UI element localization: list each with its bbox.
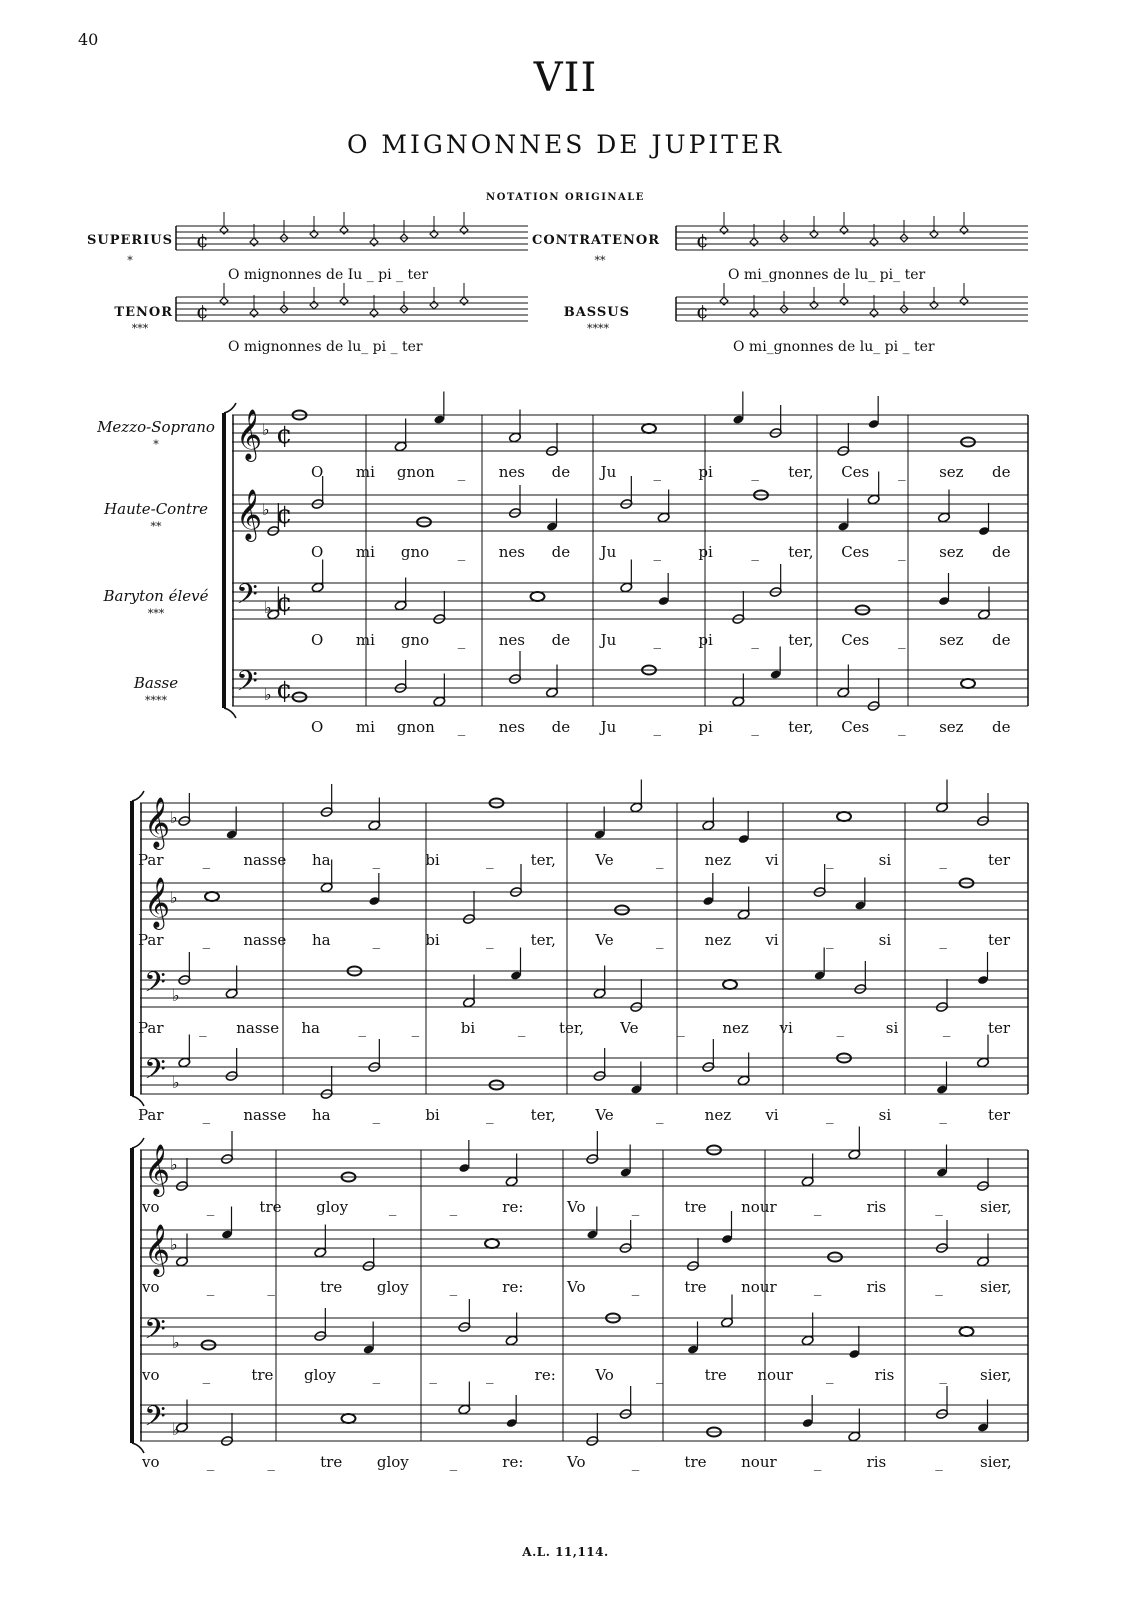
lyric-syllable: _	[372, 931, 381, 949]
key-signature-flat: ♭	[264, 598, 272, 617]
breve-note	[460, 226, 468, 234]
lyric-syllable: si	[878, 851, 892, 869]
breve-note	[220, 226, 228, 234]
lyric-syllable: _	[202, 1106, 211, 1124]
lyric-syllable: ris	[866, 1453, 887, 1471]
lyric-syllable: ter,	[530, 851, 556, 869]
lyric-syllable: _	[836, 1019, 845, 1037]
lyric-syllable: gloy	[376, 1453, 409, 1471]
breve-note	[430, 230, 438, 238]
lyric-syllable: nour	[741, 1453, 777, 1471]
key-signature-flat: ♭	[170, 1155, 178, 1174]
lyric-syllable: _	[206, 1453, 215, 1471]
lyric-syllable: Par	[138, 1019, 164, 1037]
key-signature-flat: ♭	[172, 986, 180, 1005]
lyric-syllable: pi	[698, 631, 713, 649]
lyric-syllable: tre	[259, 1198, 282, 1216]
lyric-syllable: pi	[698, 543, 713, 561]
page-number: 40	[78, 30, 99, 49]
lyric-syllable: _	[826, 1366, 834, 1384]
lyric-syllable: _	[939, 1106, 947, 1124]
whole-note	[485, 1239, 499, 1248]
lyric-syllable: si	[878, 931, 892, 949]
lyric-syllable: ter	[988, 1019, 1011, 1037]
clef: 𝄢	[144, 1053, 166, 1093]
lyric-syllable: de	[992, 631, 1011, 649]
lyric-syllable: tre	[251, 1366, 274, 1384]
lyric-syllable: re:	[534, 1366, 556, 1384]
lyric-syllable: _	[486, 851, 494, 869]
lyric-syllable: mi	[355, 631, 375, 649]
lyric-syllable: _	[898, 463, 906, 481]
lyric-syllable: sier,	[980, 1278, 1012, 1296]
lyric-syllable: Par	[138, 851, 164, 869]
lyric-syllable: nour	[757, 1366, 793, 1384]
breve-note	[810, 230, 818, 238]
lyric-syllable: _	[372, 1366, 381, 1384]
lyric-syllable: _	[653, 463, 661, 481]
whole-note	[961, 679, 975, 688]
lyric-syllable: de	[551, 463, 571, 481]
original-voice-label: SUPERIUS	[86, 233, 173, 248]
lyric-syllable: sez	[939, 718, 964, 736]
breve-note	[930, 301, 938, 309]
lyric-syllable: _	[677, 1019, 685, 1037]
lyric-syllable: ha	[312, 931, 331, 949]
lyric-syllable: _	[751, 631, 759, 649]
key-signature-flat: ♭	[262, 420, 270, 439]
bracket-hook	[224, 708, 236, 718]
lyric-syllable: vo	[142, 1198, 160, 1216]
lyric-syllable: _	[813, 1198, 822, 1216]
original-lyric: O mignonnes de Iu _ pi _ ter	[228, 267, 429, 283]
whole-note	[531, 592, 545, 601]
piece-title: O MIGNONNES DE JUPITER	[346, 130, 785, 159]
lyric-syllable: tre	[320, 1453, 343, 1471]
voice-label-mezzo-soprano: Mezzo-Soprano	[97, 418, 215, 436]
lyric-syllable: re:	[502, 1198, 524, 1216]
lyric-syllable: _	[826, 931, 834, 949]
lyric-syllable: vi	[765, 931, 779, 949]
lyric-syllable: Ve	[595, 1106, 614, 1124]
lyric-syllable: vi	[765, 851, 779, 869]
lyric-syllable: ter	[988, 1106, 1011, 1124]
lyric-syllable: ha	[312, 1106, 331, 1124]
lyric-syllable: vo	[142, 1453, 160, 1471]
lyric-syllable: _	[656, 1366, 664, 1384]
time-signature: ¢	[276, 420, 293, 450]
lyric-syllable: Ve	[595, 931, 614, 949]
lyric-syllable: gno	[400, 631, 430, 649]
lyric-syllable: _	[449, 1278, 458, 1296]
lyric-syllable: bi	[460, 1019, 476, 1037]
lyric-syllable: nez	[704, 851, 732, 869]
whole-note	[205, 892, 219, 901]
lyric-syllable: _	[202, 1366, 211, 1384]
lyric-syllable: ter,	[530, 1106, 556, 1124]
lyric-syllable: re:	[502, 1278, 524, 1296]
lyric-syllable: Ju	[600, 718, 617, 736]
lyric-syllable: _	[388, 1198, 397, 1216]
lyric-syllable: sier,	[980, 1453, 1012, 1471]
lyric-syllable: _	[457, 631, 466, 649]
lyric-syllable: nour	[741, 1278, 777, 1296]
lyric-syllable: Par	[138, 1106, 164, 1124]
lyric-syllable: mi	[355, 463, 375, 481]
time-signature: ¢	[276, 675, 293, 705]
lyric-syllable: vi	[765, 1106, 779, 1124]
lyric-syllable: vi	[779, 1019, 793, 1037]
lyric-syllable: nes	[498, 543, 525, 561]
lyric-syllable: de	[551, 631, 571, 649]
lyric-syllable: _	[656, 851, 664, 869]
lyric-syllable: tre	[684, 1453, 707, 1471]
lyric-syllable: nez	[704, 931, 732, 949]
breve-note	[720, 297, 728, 305]
bracket-hook	[224, 403, 236, 413]
lyric-syllable: ris	[866, 1278, 887, 1296]
lyric-syllable: Ve	[620, 1019, 639, 1037]
original-lyric: O mi_gnonnes de lu_ pi _ ter	[733, 339, 935, 355]
lyric-syllable: _	[653, 718, 661, 736]
original-mensuration-sign: ¢	[696, 299, 709, 323]
lyric-syllable: _	[656, 931, 664, 949]
lyric-syllable: tre	[320, 1278, 343, 1296]
lyric-syllable: Ve	[595, 851, 614, 869]
lyric-syllable: _	[898, 631, 906, 649]
lyric-syllable: _	[826, 851, 834, 869]
lyric-syllable: nour	[741, 1198, 777, 1216]
lyric-syllable: ter,	[559, 1019, 585, 1037]
lyric-syllable: gnon	[396, 718, 435, 736]
voice-stars: ***	[147, 607, 165, 620]
lyric-syllable: _	[935, 1278, 943, 1296]
lyric-syllable: sez	[939, 631, 964, 649]
lyric-syllable: _	[457, 718, 466, 736]
breve-note	[370, 238, 378, 246]
lyric-syllable: Vo	[567, 1453, 586, 1471]
lyric-syllable: tre	[684, 1198, 707, 1216]
original-voice-label: TENOR	[114, 305, 173, 320]
original-mensuration-sign: ¢	[196, 228, 209, 252]
lyric-syllable: _	[631, 1453, 640, 1471]
voice-stars: ****	[145, 694, 167, 707]
breve-note	[340, 226, 348, 234]
original-mensuration-sign: ¢	[696, 228, 709, 252]
breve-note	[930, 230, 938, 238]
lyric-syllable: _	[449, 1198, 458, 1216]
lyric-syllable: Ces	[841, 543, 870, 561]
lyric-syllable: re:	[502, 1453, 524, 1471]
lyric-syllable: _	[935, 1198, 943, 1216]
breve-note	[250, 309, 258, 317]
lyric-syllable: _	[935, 1453, 943, 1471]
lyric-syllable: ter	[988, 931, 1011, 949]
breve-note	[750, 309, 758, 317]
lyric-syllable: ter,	[530, 931, 556, 949]
lyric-syllable: Ju	[600, 543, 617, 561]
piece-number: VII	[533, 55, 598, 101]
time-signature: ¢	[276, 500, 293, 530]
lyric-syllable: O	[311, 543, 324, 561]
lyric-syllable: _	[813, 1453, 822, 1471]
lyric-syllable: _	[517, 1019, 526, 1037]
footer-plate-number: A.L. 11,114.	[522, 1545, 609, 1559]
clef: 𝄞	[144, 1224, 171, 1275]
lyric-syllable: _	[631, 1278, 640, 1296]
lyric-syllable: _	[939, 851, 947, 869]
lyric-syllable: _	[486, 1366, 494, 1384]
clef: 𝄞	[144, 797, 171, 848]
lyric-syllable: vo	[142, 1366, 160, 1384]
lyric-syllable: de	[551, 718, 571, 736]
lyric-syllable: de	[992, 463, 1011, 481]
breve-note	[840, 297, 848, 305]
breve-note	[310, 301, 318, 309]
breve-note	[220, 297, 228, 305]
lyric-syllable: de	[992, 543, 1011, 561]
breve-note	[460, 297, 468, 305]
lyric-syllable: _	[898, 543, 906, 561]
voice-label-basse: Basse	[133, 674, 179, 692]
lyric-syllable: si	[885, 1019, 899, 1037]
key-signature-flat: ♭	[172, 1073, 180, 1092]
lyric-syllable: _	[939, 931, 947, 949]
lyric-syllable: _	[751, 543, 759, 561]
lyric-syllable: _	[751, 463, 759, 481]
lyric-syllable: Vo	[595, 1366, 614, 1384]
lyric-syllable: tre	[704, 1366, 727, 1384]
breve-note	[750, 238, 758, 246]
lyric-syllable: ris	[874, 1366, 895, 1384]
breve-note	[960, 297, 968, 305]
clef: 𝄢	[144, 1400, 166, 1440]
lyric-syllable: Ju	[600, 631, 617, 649]
clef: 𝄞	[236, 489, 263, 540]
lyric-syllable: _	[631, 1198, 640, 1216]
original-lyric: O mignonnes de lu_ pi _ ter	[228, 339, 423, 355]
lyric-syllable: _	[206, 1278, 215, 1296]
lyric-syllable: ter,	[788, 463, 814, 481]
lyric-syllable: _	[942, 1019, 951, 1037]
lyric-syllable: si	[878, 1106, 892, 1124]
lyric-syllable: bi	[425, 1106, 440, 1124]
lyric-syllable: _	[653, 543, 661, 561]
lyric-syllable: de	[992, 718, 1011, 736]
lyric-syllable: sez	[939, 543, 964, 561]
original-voice-stars: **	[594, 254, 606, 267]
lyric-syllable: nes	[498, 718, 525, 736]
lyric-syllable: ter	[988, 851, 1011, 869]
lyric-syllable: _	[202, 931, 211, 949]
lyric-syllable: gnon	[396, 463, 435, 481]
lyric-syllable: _	[457, 543, 466, 561]
lyric-syllable: _	[267, 1453, 275, 1471]
clef: 𝄞	[144, 1144, 171, 1195]
lyric-syllable: mi	[355, 718, 375, 736]
bracket-hook	[132, 1096, 144, 1106]
lyric-syllable: nez	[722, 1019, 749, 1037]
bracket-hook	[132, 791, 144, 801]
breve-note	[870, 309, 878, 317]
original-lyric: O mi_gnonnes de lu_ pi_ ter	[728, 267, 926, 283]
breve-note	[340, 297, 348, 305]
whole-note	[837, 812, 851, 821]
lyric-syllable: tre	[684, 1278, 707, 1296]
breve-note	[310, 230, 318, 238]
original-voice-stars: ****	[587, 322, 609, 335]
lyric-syllable: nes	[498, 631, 525, 649]
clef: 𝄢	[236, 665, 258, 705]
lyric-syllable: pi	[698, 718, 713, 736]
original-voice-stars: ***	[131, 322, 149, 335]
clef: 𝄢	[144, 966, 166, 1006]
breve-note	[370, 309, 378, 317]
lyric-syllable: sez	[939, 463, 964, 481]
key-signature-flat: ♭	[264, 685, 272, 704]
lyric-syllable: gloy	[316, 1198, 349, 1216]
bracket-hook	[132, 1443, 144, 1453]
lyric-syllable: _	[656, 1106, 664, 1124]
breve-note	[960, 226, 968, 234]
lyric-syllable: _	[898, 718, 906, 736]
key-signature-flat: ♭	[262, 500, 270, 519]
notation-heading: NOTATION ORIGINALE	[486, 192, 645, 203]
lyric-syllable: _	[486, 1106, 494, 1124]
breve-note	[250, 238, 258, 246]
lyric-syllable: ha	[301, 1019, 320, 1037]
lyric-syllable: nasse	[243, 1106, 287, 1124]
lyric-syllable: Ju	[600, 463, 617, 481]
key-signature-flat: ♭	[170, 1235, 178, 1254]
voice-label-baryton-eleve: Baryton élevé	[103, 587, 209, 605]
bracket-hook	[132, 1138, 144, 1148]
lyric-syllable: O	[311, 631, 324, 649]
breve-note	[720, 226, 728, 234]
lyric-syllable: sier,	[980, 1366, 1012, 1384]
key-signature-flat: ♭	[170, 808, 178, 827]
voice-stars: **	[150, 520, 162, 533]
key-signature-flat: ♭	[170, 888, 178, 907]
whole-note	[723, 980, 737, 989]
lyric-syllable: ter,	[788, 718, 814, 736]
lyric-syllable: ter,	[788, 543, 814, 561]
original-voice-stars: *	[127, 254, 133, 267]
lyric-syllable: ha	[312, 851, 331, 869]
lyric-syllable: _	[372, 1106, 381, 1124]
lyric-syllable: nasse	[243, 931, 287, 949]
lyric-syllable: nasse	[236, 1019, 280, 1037]
lyric-syllable: _	[457, 463, 466, 481]
clef: 𝄞	[144, 877, 171, 928]
lyric-syllable: _	[372, 851, 381, 869]
lyric-syllable: _	[939, 1366, 947, 1384]
lyric-syllable: gloy	[376, 1278, 409, 1296]
lyric-syllable: Ces	[841, 463, 870, 481]
lyric-syllable: _	[206, 1198, 215, 1216]
lyric-syllable: Vo	[567, 1198, 586, 1216]
lyric-syllable: O	[311, 463, 324, 481]
lyric-syllable: sier,	[980, 1198, 1012, 1216]
original-mensuration-sign: ¢	[196, 299, 209, 323]
lyric-syllable: ris	[866, 1198, 887, 1216]
lyric-syllable: nes	[498, 463, 525, 481]
lyric-syllable: _	[653, 631, 661, 649]
clef: 𝄢	[144, 1313, 166, 1353]
clef: 𝄞	[236, 409, 263, 460]
lyric-syllable: O	[311, 718, 324, 736]
clef: 𝄢	[236, 578, 258, 618]
lyric-syllable: nasse	[243, 851, 287, 869]
lyric-syllable: _	[267, 1278, 275, 1296]
lyric-syllable: _	[358, 1019, 366, 1037]
key-signature-flat: ♭	[172, 1333, 180, 1352]
original-voice-label: CONTRATENOR	[532, 233, 660, 248]
lyric-syllable: bi	[425, 851, 440, 869]
time-signature: ¢	[276, 588, 293, 618]
lyric-syllable: _	[826, 1106, 834, 1124]
lyric-syllable: bi	[425, 931, 440, 949]
breve-note	[840, 226, 848, 234]
lyric-syllable: de	[551, 543, 571, 561]
lyric-syllable: _	[751, 718, 759, 736]
lyric-syllable: pi	[698, 463, 713, 481]
lyric-syllable: _	[449, 1453, 458, 1471]
lyric-syllable: mi	[355, 543, 375, 561]
lyric-syllable: Ces	[841, 718, 870, 736]
voice-label-haute-contre: Haute-Contre	[104, 500, 208, 518]
lyric-syllable: Par	[138, 931, 164, 949]
breve-note	[430, 301, 438, 309]
lyric-syllable: gloy	[304, 1366, 336, 1384]
breve-note	[870, 238, 878, 246]
lyric-syllable: _	[486, 931, 494, 949]
lyric-syllable: vo	[142, 1278, 160, 1296]
lyric-syllable: nez	[704, 1106, 732, 1124]
lyric-syllable: gno	[400, 543, 430, 561]
whole-note	[642, 424, 656, 433]
lyric-syllable: _	[429, 1366, 437, 1384]
lyric-syllable: _	[813, 1278, 822, 1296]
whole-note	[342, 1414, 356, 1423]
voice-stars: *	[153, 438, 159, 451]
lyric-syllable: _	[411, 1019, 420, 1037]
lyric-syllable: Vo	[567, 1278, 586, 1296]
breve-note	[810, 301, 818, 309]
lyric-syllable: Ces	[841, 631, 870, 649]
whole-note	[960, 1327, 974, 1336]
original-voice-label: BASSUS	[563, 305, 630, 320]
key-signature-flat: ♭	[172, 1420, 180, 1439]
lyric-syllable: ter,	[788, 631, 814, 649]
lyric-syllable: _	[202, 851, 211, 869]
lyric-syllable: _	[199, 1019, 207, 1037]
